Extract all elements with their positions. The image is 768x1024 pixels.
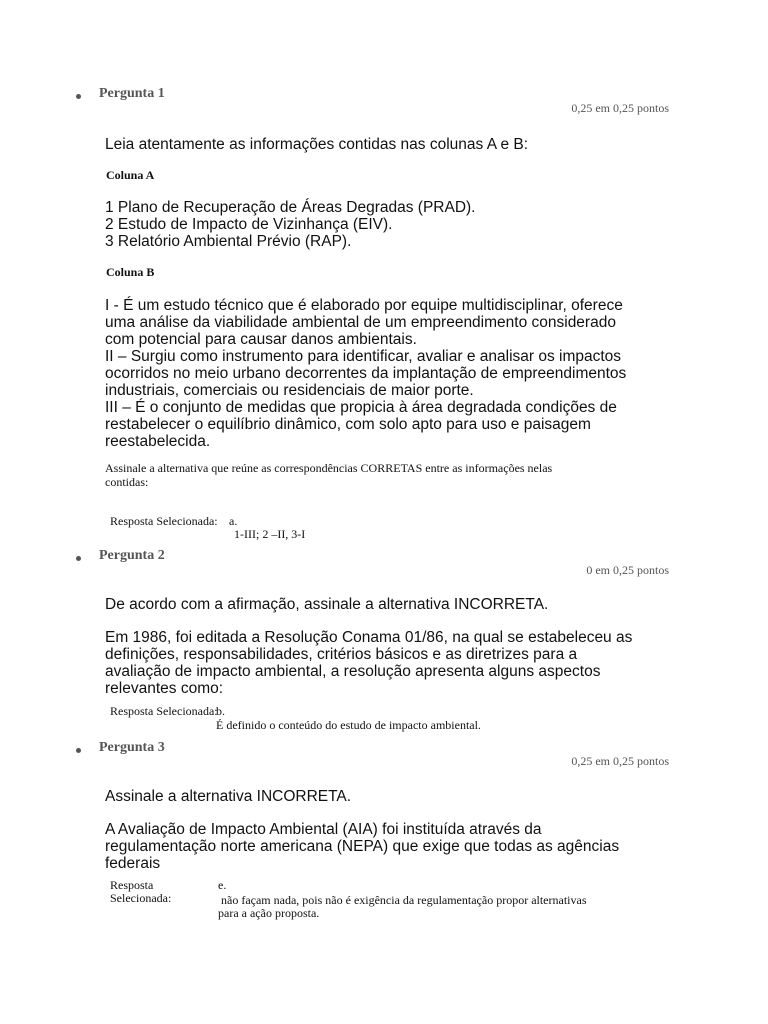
question-2-answer-text: É definido o conteúdo do estudo de impacto ambiental. (216, 718, 481, 732)
question-3-answer-label-line2: Selecionada: (110, 891, 172, 905)
question-2-intro: De acordo com a afirmação, assinale a alternativa INCORRETA. (105, 596, 549, 613)
question-2-answer-letter: b. (216, 704, 225, 718)
question-1-label: Pergunta 1 (99, 86, 165, 101)
question-2-label: Pergunta 2 (99, 548, 165, 563)
question-3-body: A Avaliação de Impacto Ambiental (AIA) foi instituída através da regulamentação norte americana (NEPA) que exige que todas as agências federais (105, 821, 620, 872)
question-1-score: 0,25 em 0,25 pontos (571, 101, 669, 115)
column-a-items: 1 Plano de Recuperação de Áreas Degradas (PRAD). 2 Estudo de Impacto de Vizinhança (EIV). 3 Relatório Ambiental Prévio (RAP). (105, 199, 476, 250)
question-3-answer-text-line1: não façam nada, pois não é exigência da regulamentação propor alternativas (218, 893, 587, 907)
question-2-answer-label: Resposta Selecionada: (110, 704, 218, 718)
question-1-answer-label: Resposta Selecionada: (110, 514, 218, 528)
question-3-score: 0,25 em 0,25 pontos (571, 754, 669, 768)
question-1-answer-letter: a. (229, 514, 238, 528)
question-3-answer-label-line1: Resposta (110, 878, 154, 892)
question-1-answer-text: 1-III; 2 –II, 3-I (234, 527, 306, 541)
column-a-title: Coluna A (106, 168, 155, 182)
question-2-score: 0 em 0,25 pontos (586, 563, 669, 577)
question-2-body: Em 1986, foi editada a Resolução Conama 01/86, na qual se estabeleceu as definições, responsabilidades, critérios básicos e as diretrizes para a avaliação de impacto ambiental, a resolução apresenta alguns aspectos relevantes como: (105, 629, 633, 697)
question-3-answer-text-line2: para a ação proposta. (218, 906, 320, 920)
question-3-answer-letter: e. (218, 878, 227, 892)
question-1-intro: Leia atentamente as informações contidas nas colunas A e B: (105, 136, 529, 153)
question-3-intro: Assinale a alternativa INCORRETA. (105, 788, 352, 805)
question-1-bullet (76, 94, 81, 99)
question-3-label: Pergunta 3 (99, 740, 165, 755)
column-b-items: I - É um estudo técnico que é elaborado por equipe multidisciplinar, oferece uma análise da viabilidade ambiental de um empreendimento considerado com potencial para causar danos ambientais. II – Surgiu como instrumento para identificar, avaliar e analisar os impactos ocorridos no meio urbano decorrentes da implantação de empreendimentos industriais, comerciais ou residenciais de maior porte. III – É o conjunto de medidas que propicia à área degradada condições de restabelecer o equilíbrio dinâmico, com solo apto para uso e paisagem reestabelecida. (105, 297, 627, 450)
question-1-instruction: Assinale a alternativa que reúne as correspondências CORRETAS entre as informações nelas contidas: (105, 461, 553, 489)
question-3-bullet (76, 748, 81, 753)
column-b-title: Coluna B (106, 265, 155, 279)
question-2-bullet (76, 556, 81, 561)
